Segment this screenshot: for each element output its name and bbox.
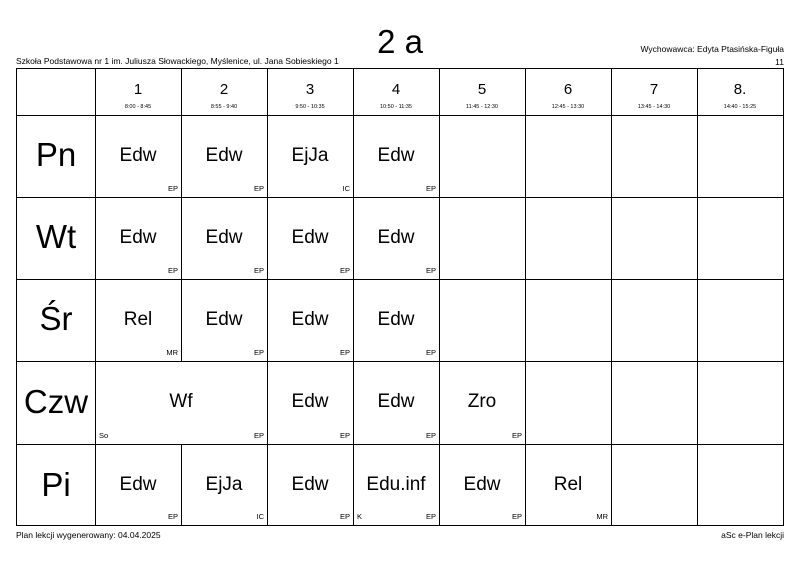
lesson-subject: Rel — [553, 474, 583, 495]
lesson-group: K — [357, 512, 363, 521]
lesson-room: MR — [166, 348, 178, 357]
grid-line — [611, 69, 612, 525]
lesson-cell[interactable] — [439, 361, 525, 444]
lesson-room: EP — [253, 348, 264, 357]
lesson-room: EP — [253, 431, 264, 440]
day-label-wednesday: Śr — [39, 300, 73, 337]
lesson-cell[interactable] — [353, 279, 439, 361]
lesson-cell[interactable] — [95, 115, 181, 197]
period-number: 2 — [219, 81, 229, 98]
lesson-subject: Zro — [467, 391, 497, 412]
class-title: 2 a — [377, 23, 423, 60]
timetable-grid — [16, 68, 784, 526]
lesson-subject: Edw — [377, 227, 415, 248]
period-time: 12:45 - 13:30 — [551, 104, 585, 110]
day-label-tuesday: Wt — [35, 218, 77, 255]
lesson-subject: Edw — [377, 145, 415, 166]
period-time: 9:50 - 10:35 — [295, 104, 325, 110]
lesson-room: EP — [425, 431, 436, 440]
lesson-room: IC — [256, 512, 264, 521]
period-time: 11:45 - 12:30 — [465, 104, 498, 110]
period-header — [439, 69, 525, 115]
period-header — [611, 69, 697, 115]
lesson-room: EP — [253, 184, 264, 193]
day-label-friday: Pi — [41, 466, 71, 503]
lesson-room: EP — [339, 512, 350, 521]
lesson-cell[interactable] — [353, 197, 439, 279]
lesson-subject: Edw — [291, 391, 329, 412]
lesson-room: EP — [425, 348, 436, 357]
period-number: 1 — [133, 81, 143, 98]
period-time: 8:55 - 9:40 — [210, 104, 238, 110]
period-header — [181, 69, 267, 115]
software-credit: aSc e-Plan lekcji — [721, 530, 784, 540]
lesson-cell[interactable] — [353, 444, 439, 525]
period-header — [267, 69, 353, 115]
lesson-cell[interactable] — [181, 115, 267, 197]
lesson-cell[interactable] — [353, 115, 439, 197]
lesson-subject: Edw — [291, 227, 329, 248]
class-teacher: Wychowawca: Edyta Ptasińska-Figuła — [640, 44, 784, 54]
lesson-subject: Wf — [169, 391, 193, 412]
period-number: 5 — [477, 81, 487, 98]
day-label-thursday: Czw — [23, 383, 89, 420]
lesson-subject: Edw — [119, 227, 157, 248]
lesson-subject: Edw — [291, 309, 329, 330]
period-time: 13:45 - 14:30 — [637, 104, 671, 110]
period-header — [697, 69, 783, 115]
period-header — [525, 69, 611, 115]
lesson-cell[interactable] — [353, 361, 439, 444]
lesson-room: EP — [425, 184, 436, 193]
lesson-subject: EjJa — [291, 145, 329, 166]
lesson-room: EP — [167, 266, 178, 275]
period-time: 10:50 - 11:35 — [379, 104, 412, 110]
generated-note: Plan lekcji wygenerowany: 04.04.2025 — [16, 530, 161, 540]
lesson-cell[interactable] — [267, 444, 353, 525]
lesson-cell[interactable] — [95, 197, 181, 279]
lesson-room: IC — [342, 184, 350, 193]
grid-line — [697, 69, 698, 525]
lesson-subject: Edw — [377, 309, 415, 330]
lesson-cell[interactable] — [267, 361, 353, 444]
lesson-cell[interactable] — [181, 444, 267, 525]
lesson-subject: EjJa — [205, 474, 243, 495]
lesson-subject: Edu.inf — [366, 474, 426, 495]
lesson-subject: Edw — [119, 145, 157, 166]
lesson-subject: Edw — [291, 474, 329, 495]
lesson-subject: Edw — [119, 474, 157, 495]
lesson-room: EP — [167, 512, 178, 521]
lesson-room: EP — [253, 266, 264, 275]
lesson-subject: Edw — [205, 309, 243, 330]
lesson-cell[interactable] — [95, 444, 181, 525]
period-number: 6 — [563, 81, 573, 98]
period-header — [95, 69, 181, 115]
lesson-group: So — [99, 431, 109, 440]
lesson-room: EP — [339, 266, 350, 275]
lesson-cell[interactable] — [181, 279, 267, 361]
lesson-room: MR — [596, 512, 608, 521]
lesson-cell[interactable] — [95, 279, 181, 361]
period-number: 8. — [733, 81, 747, 98]
lesson-cell[interactable] — [267, 197, 353, 279]
lesson-cell[interactable] — [525, 444, 611, 525]
lesson-cell[interactable] — [267, 279, 353, 361]
lesson-room: EP — [339, 431, 350, 440]
lesson-room: EP — [511, 431, 522, 440]
period-time: 14:40 - 15:25 — [723, 104, 757, 110]
period-time: 8:00 - 8:45 — [124, 104, 152, 110]
period-number: 3 — [305, 81, 315, 98]
school-name: Szkoła Podstawowa nr 1 im. Juliusza Słowackiego, Myślenice, ul. Jana Sobieskiego 1 — [16, 56, 339, 66]
lesson-room: EP — [167, 184, 178, 193]
lesson-room: EP — [511, 512, 522, 521]
lesson-cell[interactable] — [439, 444, 525, 525]
period-number: 7 — [649, 81, 659, 98]
period-number: 4 — [391, 81, 401, 98]
lesson-subject: Edw — [205, 227, 243, 248]
lesson-room: EP — [425, 266, 436, 275]
day-label-monday: Pn — [35, 136, 77, 173]
page-number: 11 — [775, 57, 784, 67]
lesson-subject: Rel — [123, 309, 153, 330]
lesson-cell[interactable] — [267, 115, 353, 197]
lesson-room: EP — [339, 348, 350, 357]
lesson-subject: Edw — [205, 145, 243, 166]
lesson-cell[interactable] — [181, 197, 267, 279]
period-header — [353, 69, 439, 115]
lesson-subject: Edw — [377, 391, 415, 412]
lesson-subject: Edw — [463, 474, 501, 495]
lesson-cell-double[interactable] — [95, 361, 267, 444]
lesson-room: EP — [425, 512, 436, 521]
